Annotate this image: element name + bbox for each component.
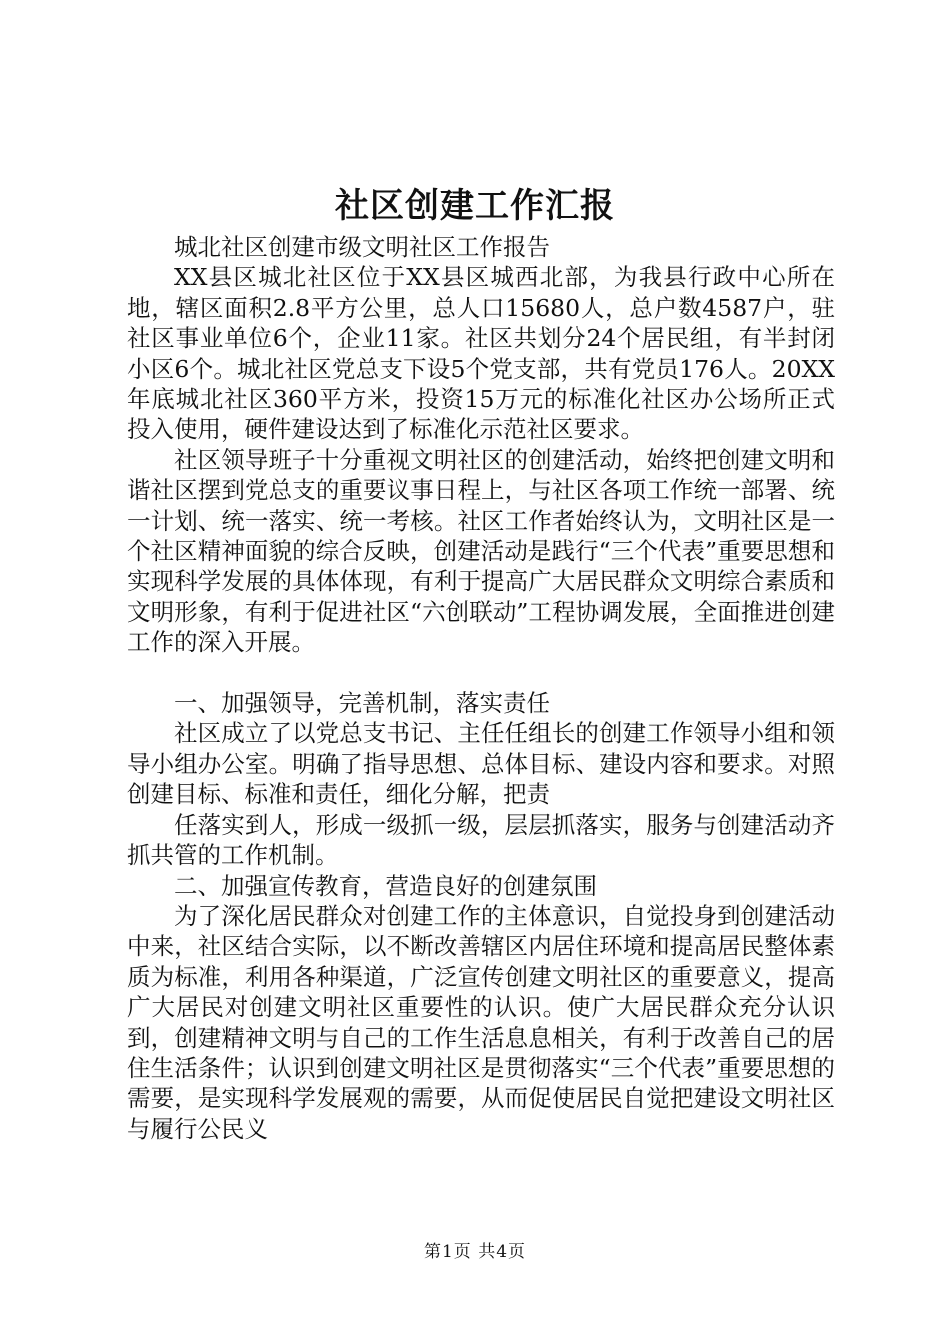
paragraph-responsibility: 任落实到人，形成一级抓一级，层层抓落实，服务与创建活动齐抓共管的工作机制。 bbox=[127, 810, 835, 870]
document-body bbox=[127, 232, 835, 1144]
paragraph-publicity-education: 为了深化居民群众对创建工作的主体意识，自觉投身到创建活动中来，社区结合实际，以不断改善辖区内居住环境和提高居民整体素质为标准，利用各种渠道，广泛宣传创建文明社区的重要意义，提高广大居民对创建文明社区重要性的认识。使广大居民群众充分认识到，创建精神文明与自己的工作生活息息相关，有利于改善自己的居住生活条件；认识到创建文明社区是贯彻落实“三个代表”重要思想的需要，是实现科学发展观的需要，从而促使居民自觉把建设文明社区与履行公民义 bbox=[127, 901, 835, 1143]
document-title: 社区创建工作汇报 bbox=[335, 186, 615, 226]
paragraph-community-overview: XX县区城北社区位于XX县区城西北部，为我县行政中心所在地，辖区面积2.8平方公里，总人口15680人，总户数4587户，驻社区事业单位6个，企业11家。社区共划分24个居民组，有半封闭小区6个。城北社区党总支下设5个党支部，共有党员176人。20XX年底城北社区360平方米，投资15万元的标准化社区办公场所正式投入使用，硬件建设达到了标准化示范社区要求。 bbox=[127, 263, 835, 444]
report-subtitle: 城北社区创建市级文明社区工作报告 bbox=[174, 233, 550, 261]
section-heading-1: 一、加强领导，完善机制，落实责任 bbox=[174, 689, 550, 718]
section-heading-2: 二、加强宣传教育，营造良好的创建氛围 bbox=[174, 871, 597, 900]
paragraph-leading-group: 社区成立了以党总支书记、主任任组长的创建工作领导小组和领导小组办公室。明确了指导思想、总体目标、建设内容和要求。对照创建目标、标准和责任，细化分解，把责 bbox=[127, 719, 835, 809]
page-footer: 第1页 共4页 bbox=[423, 1242, 527, 1262]
paragraph-leadership-focus: 社区领导班子十分重视文明社区的创建活动，始终把创建文明和谐社区摆到党总支的重要议事日程上，与社区各项工作统一部署、统一计划、统一落实、统一考核。社区工作者始终认为，文明社区是一个社区精神面貌的综合反映，创建活动是践行“三个代表”重要思想和实现科学发展的具体体现，有利于提高广大居民群众文明综合素质和文明形象，有利于促进社区“六创联动”工程协调发展，全面推进创建工作的深入开展。 bbox=[127, 445, 835, 657]
